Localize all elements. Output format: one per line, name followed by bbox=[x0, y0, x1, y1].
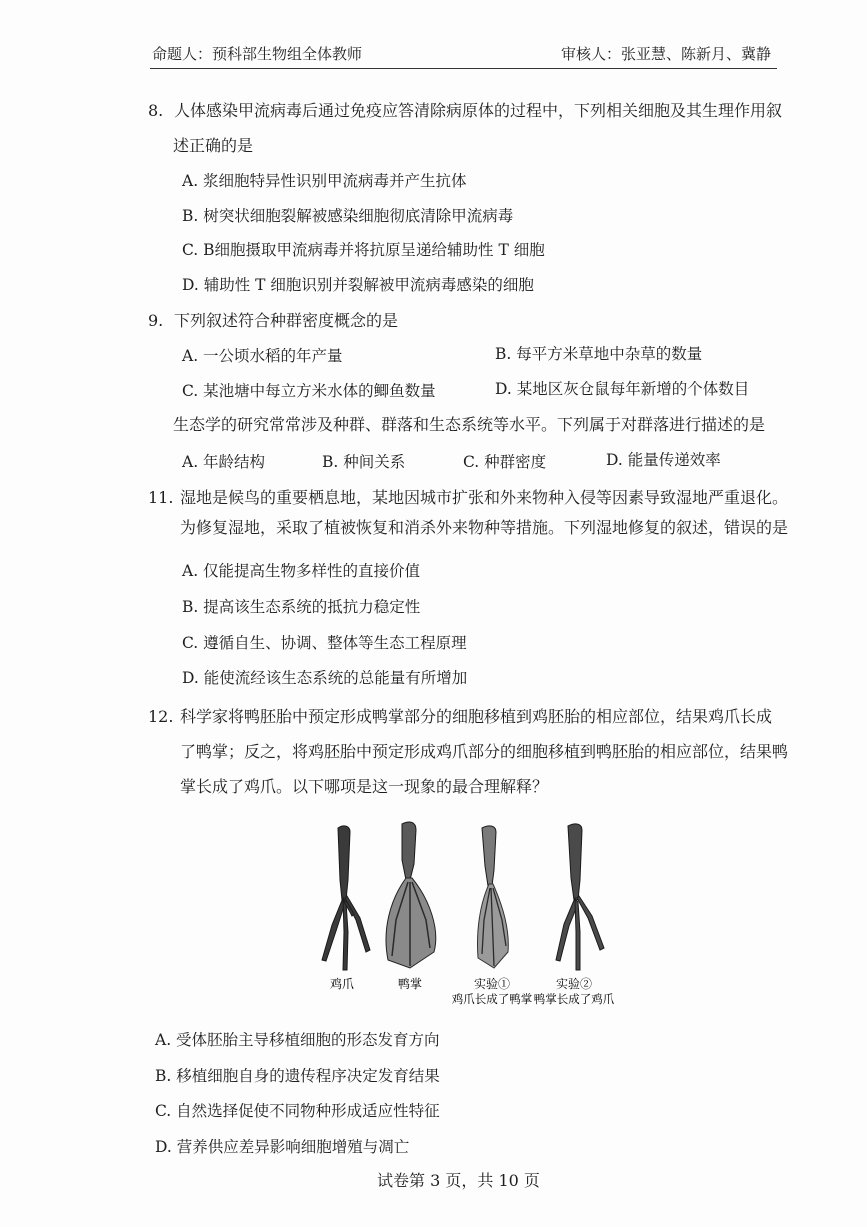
question-10-option-d: D. 能量传递效率 bbox=[606, 451, 721, 469]
question-11-option-d: D. 能使流经该生态系统的总能量有所增加 bbox=[182, 669, 468, 687]
question-8-option-a: A. 浆细胞特异性识别甲流病毒并产生抗体 bbox=[182, 172, 467, 190]
label-chicken-claw: 鸡爪 bbox=[329, 977, 355, 991]
question-12-line3: 掌长成了鸡爪。以下哪项是这一现象的最合理解释？ bbox=[180, 777, 549, 796]
question-12-option-c: C. 自然选择促使不同物种形成适应性特征 bbox=[155, 1102, 440, 1120]
chicken-claw-image bbox=[322, 826, 370, 970]
question-11-option-c: C. 遵循自生、协调、整体等生态工程原理 bbox=[182, 634, 467, 652]
question-text: 人体感染甲流病毒后通过免疫应答清除病原体的过程中，下列相关细胞及其生理作用叙 bbox=[174, 101, 783, 120]
question-number: 9. bbox=[148, 311, 164, 330]
question-10-option-c: C. 种群密度 bbox=[463, 453, 547, 471]
question-8-option-b: B. 树突状细胞裂解被感染细胞彻底清除甲流病毒 bbox=[182, 207, 514, 225]
question-number: 12. bbox=[148, 707, 174, 726]
question-9-line1 bbox=[148, 311, 398, 331]
question-11-line2: 为修复湿地，采取了植被恢复和消杀外来物种等措施。下列湿地修复的叙述，错误的是 bbox=[180, 518, 789, 537]
claw-web-illustration bbox=[310, 820, 630, 1010]
question-11-line1 bbox=[148, 488, 788, 508]
question-9-option-d: D. 某地区灰仓鼠每年新增的个体数目 bbox=[495, 380, 750, 398]
label-experiment-2: 实验② bbox=[555, 977, 593, 991]
sublabel-experiment-2: 鸭掌长成了鸡爪 bbox=[533, 992, 615, 1006]
question-10-line1: 生态学的研究常常涉及种群、群落和生态系统等水平。下列属于对群落进行描述的是 bbox=[173, 415, 766, 434]
question-8-option-d: D. 辅助性 T 细胞识别并裂解被甲流病毒感染的细胞 bbox=[182, 276, 534, 294]
question-text: 下列叙述符合种群密度概念的是 bbox=[174, 311, 399, 330]
question-11-option-b: B. 提高该生态系统的抵抗力稳定性 bbox=[182, 598, 421, 616]
question-12-option-b: B. 移植细胞自身的遗传程序决定发育结果 bbox=[155, 1067, 440, 1085]
question-11-option-a: A. 仅能提高生物多样性的直接价值 bbox=[182, 562, 421, 580]
question-9-option-c: C. 某池塘中每立方米水体的鲫鱼数量 bbox=[182, 382, 436, 400]
sublabel-experiment-1: 鸡爪长成了鸭掌 bbox=[451, 992, 533, 1006]
experiment-1-image bbox=[477, 826, 508, 968]
page-footer bbox=[0, 1168, 867, 1191]
question-10-option-b: B. 种间关系 bbox=[322, 453, 406, 471]
question-12-option-a: A. 受体胚胎主导移植细胞的形态发育方向 bbox=[155, 1031, 440, 1049]
question-12-line1 bbox=[148, 707, 772, 727]
question-8-line1 bbox=[148, 101, 782, 121]
header-author: 命题人：预科部生物组全体教师 bbox=[152, 45, 363, 63]
label-duck-web: 鸭掌 bbox=[397, 977, 423, 991]
label-experiment-1: 实验① bbox=[473, 977, 511, 991]
question-number: 11. bbox=[148, 488, 174, 507]
header-reviewer: 审核人：张亚慧、陈新月、冀静 bbox=[560, 45, 771, 63]
question-12-option-d: D. 营养供应差异影响细胞增殖与凋亡 bbox=[155, 1138, 410, 1156]
question-8-line2: 述正确的是 bbox=[173, 136, 254, 155]
experiment-2-image bbox=[556, 824, 604, 970]
question-9-option-a: A. 一公顷水稻的年产量 bbox=[182, 347, 343, 365]
question-9-option-b: B. 每平方米草地中杂草的数量 bbox=[495, 345, 703, 363]
duck-web-image bbox=[386, 822, 436, 968]
question-text: 湿地是候鸟的重要栖息地，某地因城市扩张和外来物种入侵等因素导致湿地严重退化。 bbox=[180, 488, 789, 507]
page-header bbox=[150, 38, 777, 69]
question-8-option-c: C. B细胞摄取甲流病毒并将抗原呈递给辅助性 T 细胞 bbox=[182, 241, 545, 259]
question-12-line2: 了鸭掌；反之，将鸡胚胎中预定形成鸡爪部分的细胞移植到鸭胚胎的相应部位，结果鸭 bbox=[180, 742, 789, 761]
question-number: 8. bbox=[148, 101, 164, 120]
question-10-option-a: A. 年龄结构 bbox=[182, 453, 266, 471]
claw-web-figure bbox=[310, 820, 630, 1010]
page-number: 试卷第 3 页，共 10 页 bbox=[377, 1171, 540, 1190]
question-text: 科学家将鸭胚胎中预定形成鸭掌部分的细胞移植到鸡胚胎的相应部位，结果鸡爪长成 bbox=[180, 707, 773, 726]
